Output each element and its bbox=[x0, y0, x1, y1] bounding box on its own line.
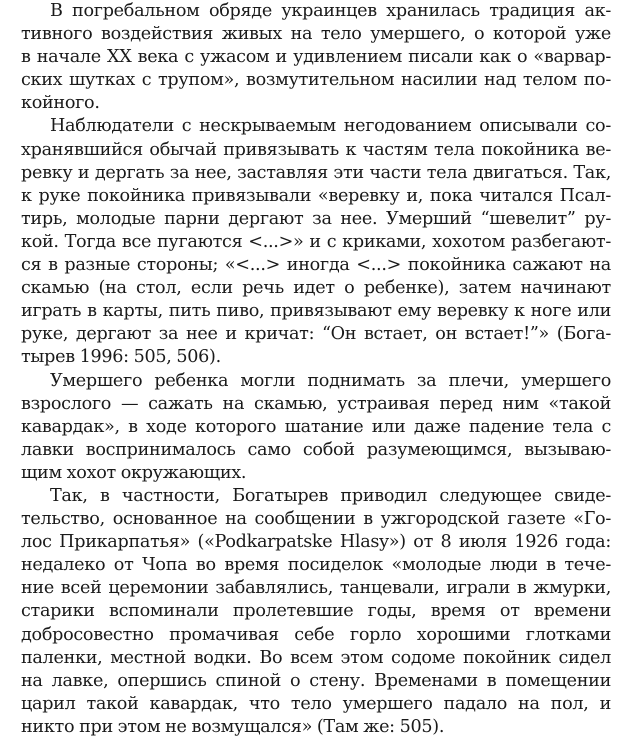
text-line: Наблюдатели с нескрываемым негодованием описывали со- bbox=[50, 116, 611, 137]
text-line: тирь, молодые парни дергают за нее. Умерший “шевелит” ру- bbox=[21, 208, 611, 229]
text-line: Так, в частности, Богатырев приводил следующее свиде- bbox=[50, 485, 611, 506]
text-line: тельство, основанное на сообщении в ужгородской газете «Го- bbox=[21, 509, 611, 530]
text-line: щим хохот окружающих. bbox=[21, 462, 247, 483]
paragraph-1 bbox=[21, 0, 611, 115]
text-line: играть в карты, пить пиво, привязывают ему веревку к ноге или bbox=[21, 301, 611, 322]
text-line: лос Прикарпатья» («Podkarpatske Hlasy») от 8 июля 1926 года: bbox=[21, 532, 611, 553]
text-line: тырев 1996: 505, 506). bbox=[21, 347, 221, 368]
text-line: ся в разные стороны; «<...> иногда <...> покойника сажают на bbox=[21, 255, 611, 276]
text-line: в начале XX века с ужасом и удивлением писали как о «варвар- bbox=[21, 47, 611, 68]
text-line: ние всей церемонии забавлялись, танцевали, играли в жмурки, bbox=[21, 578, 611, 599]
text-line: старики вспоминали пролетевшие годы, время от времени bbox=[21, 601, 611, 622]
text-line: койного. bbox=[21, 93, 100, 114]
text-line: кой. Тогда все пугаются <...>» и с криками, хохотом разбегают- bbox=[21, 231, 611, 252]
text-line: никто при этом не возмущался» (Там же: 505). bbox=[21, 716, 445, 737]
text-line: В погребальном обряде украинцев хранилась традиция ак- bbox=[50, 1, 611, 21]
text-line: на лавке, опершись спиной о стену. Временами в помещении bbox=[21, 670, 611, 691]
text-line: руке, дергают за нее и кричат: “Он встает, он встает!”» (Бога- bbox=[21, 324, 611, 345]
paragraph-4 bbox=[21, 485, 611, 739]
text-line: Умершего ребенка могли поднимать за плечи, умершего bbox=[50, 370, 611, 391]
paragraph-3 bbox=[21, 370, 611, 485]
text-line: добросовестно промачивая себе горло хорошими глотками bbox=[21, 624, 611, 645]
text-line: кавардак», в ходе которого шатание или даже падение тела с bbox=[21, 416, 611, 437]
text-line: паленки, местной водки. Во всем этом содоме покойник сидел bbox=[21, 647, 611, 668]
text-line: лавки воспринималось само собой разумеющимся, вызываю- bbox=[21, 439, 611, 460]
text-line: царил такой кавардак, что тело умершего падало на пол, и bbox=[21, 693, 611, 714]
text-line: тивного воздействия живых на тело умершего, о которой уже bbox=[21, 24, 611, 45]
text-line: взрослого — сажать на скамью, устраивая перед ним «такой bbox=[21, 393, 611, 414]
text-line: хранявшийся обычай привязывать к частям тела покойника ве- bbox=[21, 139, 611, 160]
paragraph-2 bbox=[21, 115, 611, 369]
text-line: ревку и дергать за нее, заставляя эти части тела двигаться. Так, bbox=[21, 162, 611, 183]
text-line: скамью (на стол, если речь идет о ребенке), затем начинают bbox=[21, 278, 611, 299]
text-line: к руке покойника привязывали «веревку и, пока читался Псал- bbox=[21, 185, 611, 206]
document-page bbox=[21, 0, 611, 739]
text-line: ских шутках с трупом», возмутительном насилии над телом по- bbox=[21, 70, 611, 91]
text-line: недалеко от Чопа во время посиделок «молодые люди в тече- bbox=[21, 555, 611, 576]
